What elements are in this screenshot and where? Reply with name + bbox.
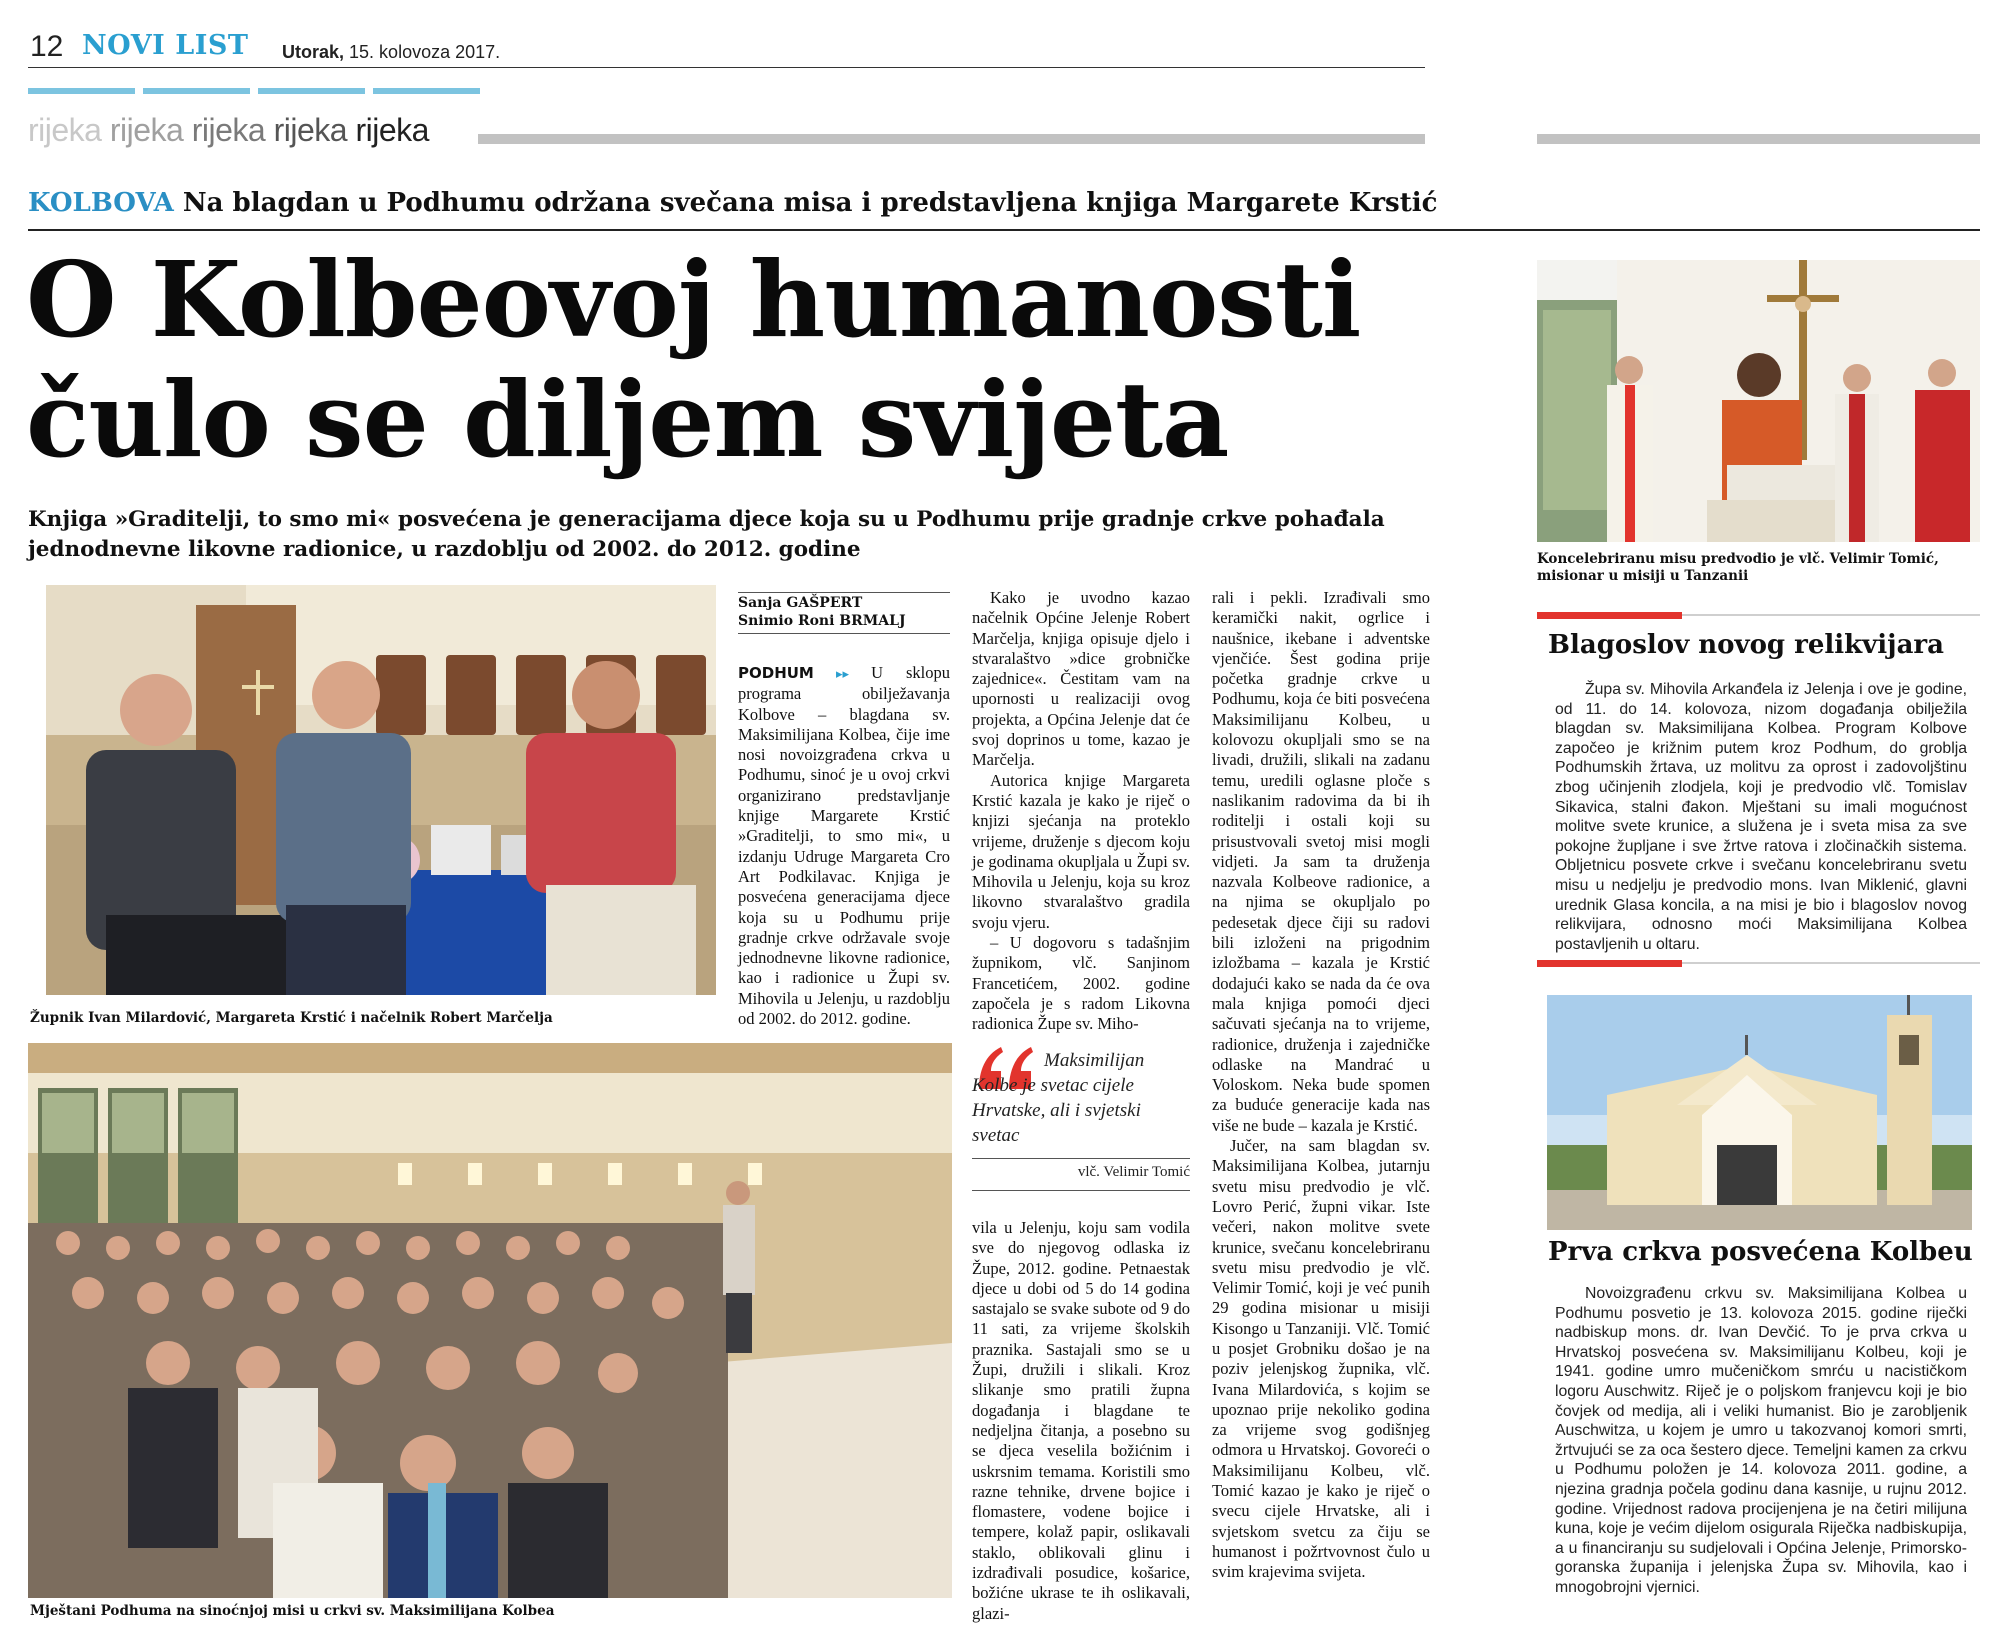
weekday: Utorak, <box>282 42 345 62</box>
header-accent-segment <box>143 88 250 94</box>
col3-paragraph: rali i pekli. Izrađivali smo keramički nakit, ogrlice i naušnice, ikebane i adventske vjenčiće. Šest godina prije početka gradnje crkve u Podhumu, koja će biti posvećena Maksimilijanu Kolbeu, u kolovozu okupljali smo se na livadi, družili, slikali na zadanu temu, uredili oglasne ploče s naslikanim radovima da bi ih roditelji i ostali koji su prisustvovali svetoj misi mogli vidjeti. Ja sam ta druženja nazvala Kolbeove radionice, a na njima se okupljalo po pedesetak djece čiji su radovi bili izloženi na prigodnim izložbama – kazala je Krstić dodajući kako se nada da će ova mala knjiga pomoći djeci sačuvati sjećanja na to vrijeme, radionice, druženja i zajedničke odlaske na Mandrać u Voloskom. Neka bude spomen za buduće generacije kada nas više ne bude – kazala je Krstić. <box>1212 588 1430 1135</box>
section-label: rijeka rijeka rijeka rijeka rijeka <box>28 112 429 148</box>
publication-name: NOVI LIST <box>82 30 249 61</box>
photo-presentation-caption: Župnik Ivan Milardović, Margareta Krstić i načelnik Robert Marčelja <box>30 1010 553 1026</box>
dateline: PODHUM <box>738 664 814 682</box>
pull-quote-author: vlč. Velimir Tomić <box>1077 1164 1190 1180</box>
date: 15. kolovoza 2017. <box>349 42 501 62</box>
article-column-3 <box>1212 588 1430 1583</box>
box2-title: Prva crkva posvećena Kolbeu <box>1548 1237 1973 1267</box>
page-number: 12 <box>30 30 64 63</box>
box1-text: Župa sv. Mihovila Arkanđela iz Jelenja i ove je godine, od 11. do 14. kolovoza, nizom događanja obilježila blagdan sv. Maksimilijana Kolbea. Program Kolbove započeo je križnim putem kroz Podhum, do groblja Podhumskih žrtava, uz molitvu za oprost i zadovoljštinu zbog učinjenih zlodjela, koji je predvodio vlč. Tomislav Sikavica, stalni đakon. Mještani su imali mogućnost molitve svete krunice, a služena je i sveta misa za sve pokojne župljane i sve žrtve ratova i zločinačkih sistema. Obljetnicu posvete crkve i svečanu koncelebriranu svetu misu u nedjelju je predvodio mons. Ivan Miklenić, glavni urednik Glasa koncila, a na misi je bio i blagoslov novog relikvijara, odnosno moći Maksimilijana Kolbea postavljenih u oltaru. <box>1555 681 1967 953</box>
col2-paragraph: Kako je uvodno kazao načelnik Općine Jelenje Robert Marčelja, knjiga opisuje djelo i stvaralaštvo »dice grobničke zajednice«. Čestitam vam na upornosti u realizaciji ovog projekta, a Općina Jelenje dat će svoj doprinos u tome, kazao je Marčelja. <box>972 588 1190 770</box>
header-accent-segment <box>373 88 480 94</box>
header-rule <box>28 67 1425 68</box>
box1-title: Blagoslov novog relikvijara <box>1548 630 1944 660</box>
byline-rule <box>738 633 950 634</box>
col2-paragraph: Autorica knjige Margareta Krstić kazala je kako je riječ o knjizi sjećanja na proteklo vrijeme, druženje s djecom koju je godinama okupljala u Župi sv. Mihovila u Jelenju, koja su kroz likovno stvaralaštvo gradila svoju vjeru. <box>972 770 1190 932</box>
headline <box>26 240 1486 480</box>
kicker <box>28 188 1437 218</box>
byline-rule <box>738 592 950 593</box>
kicker-rule <box>28 229 1980 231</box>
article-column-1 <box>738 663 950 1029</box>
headline-line-1: O Kolbeovoj humanosti <box>26 238 1361 361</box>
section-bar <box>478 134 1425 144</box>
photo-congregation-caption: Mještani Podhuma na sinoćnjoj misi u crkvi sv. Maksimilijana Kolbea <box>30 1603 555 1619</box>
col2-paragraph: – U dogovoru s tadašnjim župnikom, vlč. Sanjinom Francetićem, 2002. godine započela je s radom Likovna radionica Župe sv. Miho- <box>972 933 1190 1034</box>
byline-author: Sanja GAŠPERT <box>738 595 863 611</box>
col1-text: U sklopu programa obilježavanja Kolbove – blagdana sv. Maksimilijana Kolbea, čije ime nosi novoizgrađena crkva u Podhumu, sinoć je u ovoj crkvi organizirano predstavljanje knjige Margarete Krstić »Graditelji, to smo mi«, u izdanju Udruge Margareta Cro Art Podkilavac. Knjiga je posvećena generacijama djece koja su u Podhumu prije gradnje crkve održavale svoje jednodnevne likovne radionice, kao i radionice u Župi sv. Mihovila u Jelenju, u razdoblju od 2002. do 2012. godine. <box>738 663 950 1029</box>
deck: Knjiga »Graditelji, to smo mi« posvećena je generacijama djece koja su u Podhumu prije gradnje crkve pohađala jednodnevne likovne radionice, u razdoblju od 2002. do 2012. godine <box>28 507 1385 562</box>
box-rule <box>1682 614 1980 616</box>
section-bar <box>1537 134 1980 144</box>
byline-photographer: Snimio Roni BRMALJ <box>738 613 906 629</box>
header-accent-segment <box>258 88 365 94</box>
headline-line-2: čulo se diljem svijeta <box>26 358 1229 481</box>
article-column-2 <box>972 588 1190 1035</box>
pull-quote: Maksimilijan Kolbe je svetac cijele Hrvatske, ali i svjetski svetac <box>972 1050 1145 1146</box>
photo-mass-caption: Koncelebriranu misu predvodio je vlč. Velimir Tomić, misionar u misiji u Tanzanii <box>1537 551 1939 584</box>
article-column-2-continued: vila u Jelenju, koju sam vodila sve do njegovog odlaska iz Župe, 2012. godine. Petnaestak djece u dobi od 5 do 14 godina sastajalo se svake subote od 9 do 11 sati, za vrijeme školskih praznika. Sastajali smo se u Župi, družili i slikali. Kroz slikanje smo pratili župna događanja i blagdane te nedjeljna čitanja, a posebno su se djeca veselila božićnim i uskrsnim temama. Koristili smo razne tehnike, drvene bojice i flomastere, vodene bojice i tempere, kolaž papir, oslikavali staklo, oblikovali glinu i izdrađivali posudice, košarice, božićne ukrase te ih oslikavali, glazi- <box>972 1218 1190 1623</box>
byline <box>738 594 948 630</box>
col3-paragraph: Jučer, na sam blagdan sv. Maksimilijana Kolbea, jutarnju svetu misu predvodio je vlč. Lovro Perić, župni vikar. Iste večeri, nakon molitve svete krunice, svečanu koncelebriranu svetu misu predvodio je vlč. Velimir Tomić, koji je već punih 29 godina misionar u misiji Kisongo u Tanzaniji. Vlč. Tomić u posjet Grobniku došao je na poziv jelenjskog župnika, vlč. Ivana Milardovića, s kojim se upoznao prije nekoliko godina za vrijeme svog godišnjeg odmora u Hrvatskoj. Govoreći o Maksimilijanu Kolbeu, vlč. Tomić kazao je kako je riječ o svecu cijele Hrvatske, ali i svjetskom svetcu za čiju se humanost i požrtvovnost čulo u svim krajevima svijeta. <box>1212 1136 1430 1582</box>
box2-text: Novoizgrađenu crkvu sv. Maksimilijana Kolbea u Podhumu posvetio je 13. kolovoza 2015. godine riječki nadbiskup mons. dr. Ivan Devčić. To je prva crkva u Hrvatskoj posvećena sv. Maksimilijanu Kolbeu, koji je 1941. godine umro mučeničkom smrću u nacističkom logoru Auschwitz. Riječ je o poljskom franjevcu koji je bio čovjek od medija, ali i veliki humanist. Bio je zarobljenik Auschwitza, u kojem je umro u takozvanoj komori smrti, žrtvujući se za oca šestero djece. Temeljni kamen za crkvu u Podhumu položen je 14. kolovoza 2011. godine, a njezina gradnja počela godinu dana kasnije, u rujnu 2012. godine. Vrijednost radova procijenjena je na četiri milijuna kuna, koje je većim dijelom osigurala Riječka nadbiskupija, a u financiranju su sudjelovali i Općina Jelenje, Primorsko-goranska županija i jelenjska Župa sv. Mihovila, kao i mnogobrojni vjernici. <box>1555 1285 1967 1596</box>
publication-date <box>282 42 500 63</box>
photo-congregation <box>28 1043 952 1598</box>
photo-mass <box>1537 260 1980 542</box>
box-accent-bar <box>1537 612 1682 619</box>
quote-rule <box>972 1158 1190 1159</box>
box-rule <box>1682 962 1980 964</box>
box-accent-bar <box>1537 960 1682 967</box>
quote-rule <box>972 1190 1190 1191</box>
kicker-label: KOLBOVA <box>28 188 174 218</box>
header-accent-segment <box>28 88 135 94</box>
kicker-text: Na blagdan u Podhumu održana svečana misa i predstavljena knjiga Margarete Krstić <box>182 188 1438 218</box>
photo-presentation <box>46 585 716 995</box>
photo-church <box>1547 995 1972 1230</box>
dateline-arrow-icon: ▸▸ <box>813 666 872 681</box>
